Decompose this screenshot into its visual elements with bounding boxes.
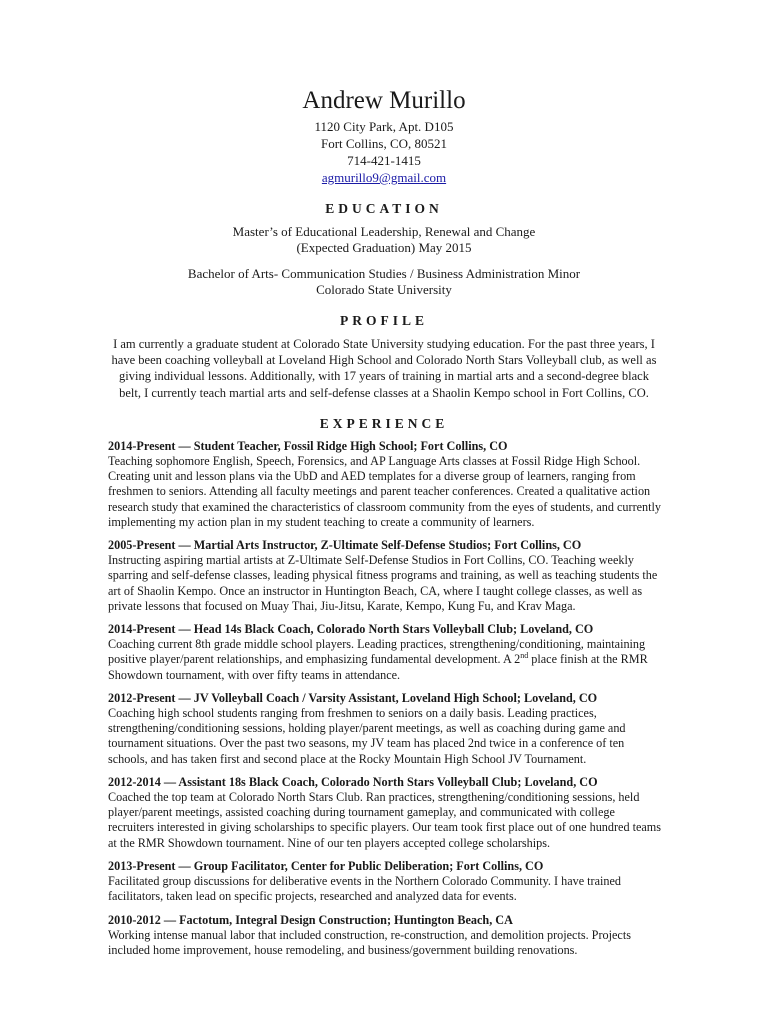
degree-bachelors xyxy=(0,266,768,298)
job-description: Facilitated group discussions for deliberative events in the Northern Colorado Community. I have trained facilitators, taken lead on specific projects, researched and analyzed data for events. xyxy=(108,874,621,904)
ordinal-suffix: nd xyxy=(520,651,529,661)
job-entry xyxy=(108,622,663,683)
resume-header xyxy=(0,0,768,186)
job-description: Coaching high school students ranging from freshmen to seniors on a daily basis. Leading practices, strengthening/conditioning sessions, holding player/parent meetings, as well as coaching during game and tournament situations. Over the past two seasons, my JV team has placed 2nd twice in a conference of ten schools, and has taken first and second place at the Rocky Mountain High School JV Tournament. xyxy=(108,706,626,766)
degree-detail: Colorado State University xyxy=(316,282,452,297)
degree-title: Master’s of Educational Leadership, Renewal and Change xyxy=(232,224,536,239)
education-heading: EDUCATION xyxy=(325,201,443,216)
job-entry xyxy=(108,439,663,530)
degree-masters xyxy=(0,224,768,256)
job-title: 2012-2014 — Assistant 18s Black Coach, Colorado North Stars Volleyball Club; Loveland, CO xyxy=(108,774,598,789)
degree-detail: (Expected Graduation) May 2015 xyxy=(296,240,472,255)
job-description xyxy=(108,637,663,683)
job-title: 2012-Present — JV Volleyball Coach / Varsity Assistant, Loveland High School; Loveland, CO xyxy=(108,690,598,705)
job-entry xyxy=(108,538,663,614)
email-link[interactable]: agmurillo9@gmail.com xyxy=(321,170,447,185)
job-title: 2014-Present — Student Teacher, Fossil Ridge High School; Fort Collins, CO xyxy=(108,438,508,453)
profile-text: I am currently a graduate student at Colorado State University studying education. For the past three years, I have been coaching volleyball at Loveland High School and Colorado North Stars Volleyball club, as well as giving individual lessons. Additionally, with 17 years of training in martial arts and a second-degree black belt, I currently teach martial arts and self-defense classes at a Shaolin Kempo school in Fort Collins, CO. xyxy=(111,337,657,400)
candidate-name: Andrew Murillo xyxy=(302,87,466,114)
experience-heading: EXPERIENCE xyxy=(319,415,449,431)
job-entry xyxy=(108,913,663,959)
job-description: Working intense manual labor that included construction, re-construction, and demolition projects. Projects included home improvement, house remodeling, and business/government building renovations. xyxy=(108,927,631,957)
job-title: 2010-2012 — Factotum, Integral Design Construction; Huntington Beach, CA xyxy=(108,912,513,927)
job-description: Coached the top team at Colorado North Stars Club. Ran practices, strengthening/conditioning sessions, held player/parent meetings, assisted coaching during tournament gameplay, and communicated with college recruiters interested in giving scholarships to specific players. Our team took first place out of one hundred teams at the RMR Showdown tournament. Nine of our ten players accepted college scholarships. xyxy=(108,790,662,850)
address-line-2: Fort Collins, CO, 80521 xyxy=(320,136,448,151)
experience-list xyxy=(0,439,768,958)
phone-number: 714-421-1415 xyxy=(347,153,421,168)
profile-heading: PROFILE xyxy=(339,313,428,328)
job-entry xyxy=(108,691,663,767)
degree-title: Bachelor of Arts- Communication Studies / Business Administration Minor xyxy=(187,266,581,281)
job-description: Instructing aspiring martial artists at Z-Ultimate Self-Defense Studios in Fort Collins, CO. Teaching weekly sparring and self-defense classes, leading physical fitness programs and training, as well as teaching students the art of Shaolin Kempo. Once an instructor in Huntington Beach, CA, where I taught college classes, as well as private lessons that focused on Muay Thai, Jiu-Jitsu, Karate, Kempo, Kung Fu, and Krav Maga. xyxy=(108,553,658,613)
job-description-part: Coaching current 8th grade middle school players. Leading practices, strengthening/conditioning, maintaining positive player/parent relationships, and emphasizing fundamental development. A 2 xyxy=(108,637,646,667)
job-title: 2014-Present — Head 14s Black Coach, Colorado North Stars Volleyball Club; Loveland, CO xyxy=(108,622,594,637)
job-description: Teaching sophomore English, Speech, Forensics, and AP Language Arts classes at Fossil Ridge High School. Creating unit and lesson plans via the UbD and AED templates for a diverse group of learners, ranging from freshmen to seniors. Attending all faculty meetings and parent teacher conferences. Created a qualitative action research study that examined the characteristics of classroom community from the eyes of students, and currently implementing my action plan in my student teaching to create a community of learners. xyxy=(108,454,661,529)
job-title: 2005-Present — Martial Arts Instructor, Z-Ultimate Self-Defense Studios; Fort Collins, CO xyxy=(108,538,582,553)
job-entry xyxy=(108,775,663,851)
job-description-part: place finish at the RMR Showdown tournament, with over fifty teams in attendance. xyxy=(108,652,648,682)
job-entry xyxy=(108,859,663,905)
job-title: 2013-Present — Group Facilitator, Center for Public Deliberation; Fort Collins, CO xyxy=(108,858,544,873)
address-line-1: 1120 City Park, Apt. D105 xyxy=(314,119,454,134)
